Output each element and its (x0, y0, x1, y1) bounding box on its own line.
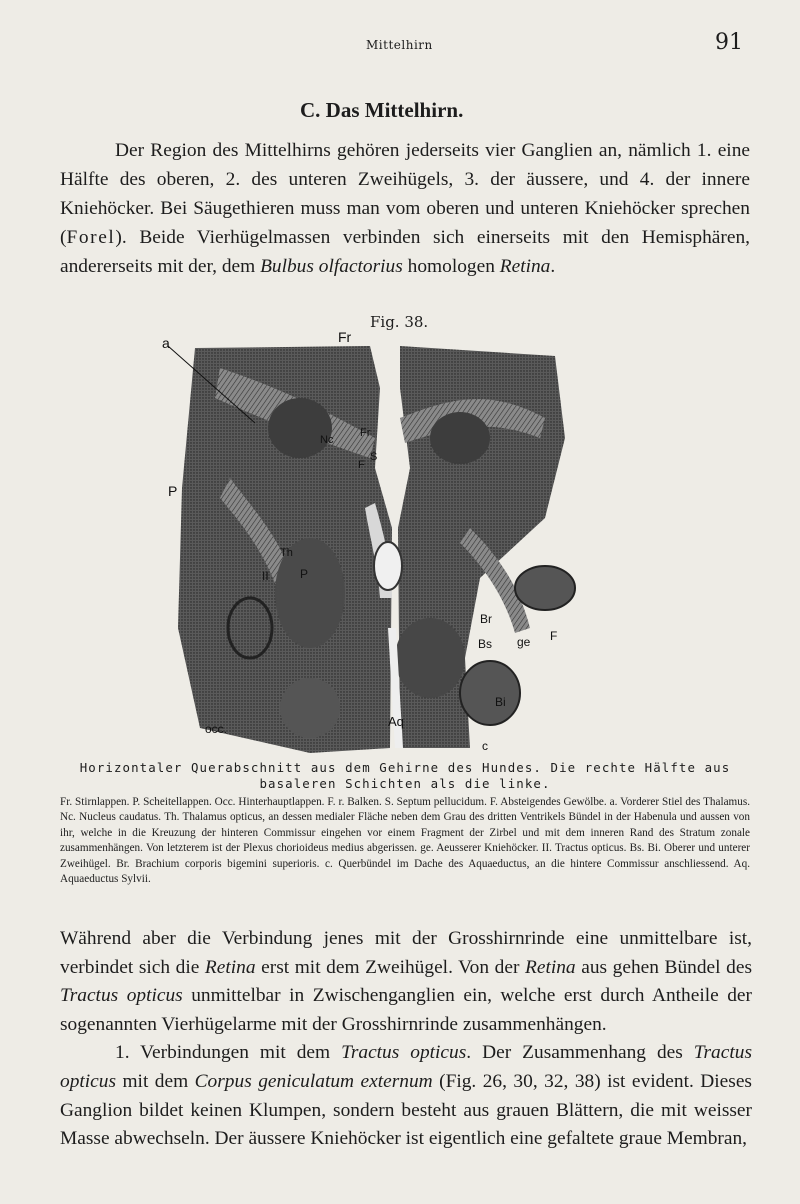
running-title: Mittelhirn (366, 38, 433, 52)
page-number: 91 (715, 30, 743, 55)
brain-section-illustration (160, 328, 635, 758)
term-retina: Retina (499, 256, 551, 277)
fig-label-occ: occ. (205, 722, 228, 736)
fig-label-ge: ge (517, 635, 531, 649)
author-forel: Forel (66, 227, 116, 248)
fig-label-a: a (162, 335, 170, 351)
figure-label: Fig. 38. (370, 313, 429, 331)
fig-label-c: c (482, 739, 488, 753)
intro-text-2: ). Beide Vierhügelmassen verbinden sich einerseits mit den Hemisphären, andererseits mit der, dem (60, 227, 750, 277)
fig-label-fr: Fr (338, 329, 352, 345)
fig-label-f: F (358, 459, 365, 471)
intro-paragraph: Der Region des Mittelhirns gehören jederseits vier Ganglien an, nämlich 1. eine Hälfte des oberen, 2. des unteren Zweihügels, 3. der äussere, und 4. der innere Kniehöcker. Bei Säugethieren muss man vom oberen und unteren Kniehöcker sprechen (Forel). Beide Vierhügelmassen verbinden sich einerseits mit den Hemisphären, andererseits mit der, dem Bulbus olfactorius homologen Retina. (60, 140, 750, 277)
fig-label-f2: F (550, 629, 558, 643)
term-retina-2: Retina (525, 956, 576, 978)
section-title: C. Das Mittelhirn. (300, 98, 464, 122)
figure-caption-heading: Horizontaler Querabschnitt aus dem Gehirne des Hundes. Die rechte Hälfte aus basaleren Schichten als die linke. (79, 760, 731, 791)
fig-label-ii: II (262, 569, 269, 583)
fig-label-p2: P (300, 567, 309, 581)
term-bulbus: Bulbus olfactorius (260, 256, 403, 277)
intro-text-3: homologen (402, 256, 500, 277)
fig-label-s: S (370, 451, 378, 463)
fig-label-br: Br (480, 612, 492, 626)
intro-text-1: Der Region des Mittelhirns gehören jederseits vier Ganglien an, nämlich 1. eine Hälfte des oberen, 2. des unteren Zweihügels, 3. der äussere, und 4. der innere Kniehöcker. Bei Säugethieren muss man vom oberen und unteren Kniehöcker sprechen ( (60, 140, 750, 248)
fig-label-bs: Bs (478, 637, 493, 651)
fig-label-th: Th (280, 547, 293, 559)
fig-label-aq: Aq (388, 714, 404, 729)
term-tractus-3: Tractus opticus (60, 1042, 752, 1092)
figure-legend: Fr. Stirnlappen. P. Scheitellappen. Occ. Hinterhauptlappen. F. r. Balken. S. Septum pellucidum. F. Absteigendes Gewölbe. a. Vorderer Stiel des Thalamus. Nc. Nucleus caudatus. Th. Thalamus opticus, an dessen medialer Fläche neben dem Grau des dritten Ventrikels Bündel in der Habenula und aussen von ihr, welche in die Kreuzung der hinteren Commissur eingehen vor einem Fragment der Zirbel und mit dem inneren Rand des Stratum zonale zusammenhängen. Von letzterem ist der Plexus chorioideus medius abgerissen. ge. Aeusserer Kniehöcker. II. Tractus opticus. Bs. Bi. Oberer und unterer Zweihügel. Br. Brachium corporis bigemini superioris. c. Querbündel im Dache des Aquaeductus, an die hintere Commissur anschliessend. Aq. Aquaeductus Sylvii. (60, 796, 750, 886)
fig-label-fr2: Fr (360, 427, 371, 439)
fig-label-bi: Bi (495, 695, 506, 709)
body-text: Während aber die Verbindung jenes mit der Grosshirnrinde eine unmittelbare ist, verbindet sich die Retina erst mit dem Zweihügel. Von der Retina aus gehen Bündel des Tractus opticus unmittelbar in Zwischenganglien ein, welche erst durch Antheile der sogenannten Vierhügelarme mit der Grosshirnrinde zusammenhängen. 1. Verbindungen mit dem Tractus opticus. Der Zusammenhang des Tractus opticus mit dem Corpus geniculatum externum (Fig. 26, 30, 32, 38) ist evident. Dieses Ganglion bildet keinen Klumpen, sondern besteht aus grauen Blättern, die mit weisser Masse abwechseln. Der äussere Kniehöcker ist eigentlich eine gefaltete graue Membran, (60, 928, 752, 1150)
fig-label-nc: Nc (320, 434, 334, 446)
term-tractus-2: Tractus opticus (341, 1042, 467, 1064)
fig-label-p: P (168, 483, 178, 499)
